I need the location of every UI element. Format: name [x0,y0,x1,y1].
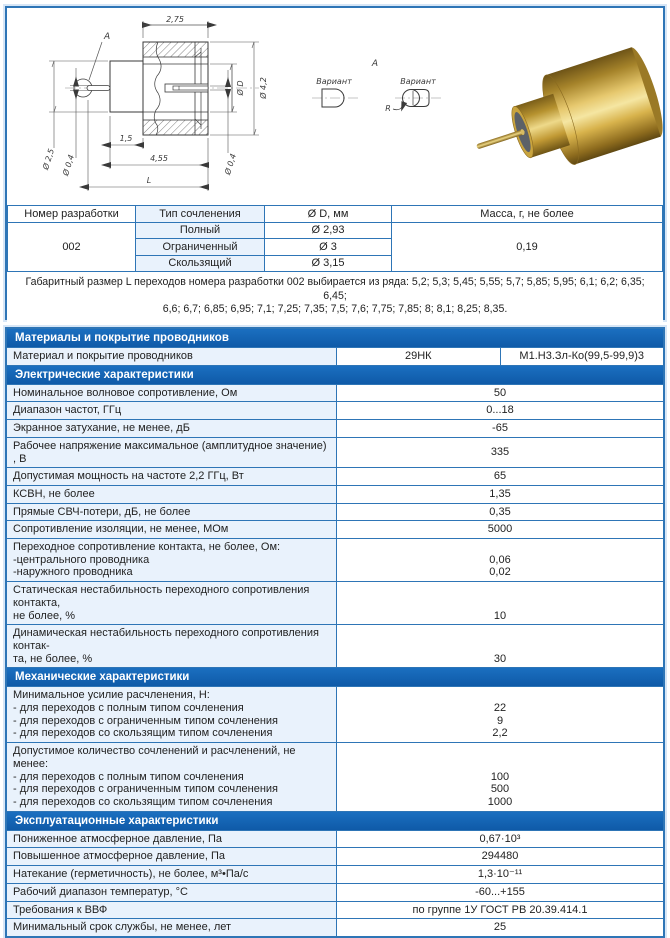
mass-cell: 0,19 [392,222,663,272]
joint-type-cell: Полный [136,222,265,239]
row-value: 65 [337,468,663,485]
diameter-cell: Ø 3 [265,239,392,256]
row-label: Минимальный срок службы, не менее, лет [7,919,337,936]
row-label [7,582,337,624]
dev-number-cell: 002 [8,222,136,272]
label-line: - для переходов с ограниченным типом сочленения [13,714,278,727]
row-label: Допустимая мощность на частоте 2,2 ГГц, Вт [7,468,337,485]
joint-type-cell: Скользящий [136,255,265,272]
value-line: 0,06 [489,553,511,566]
spec-header-diameter: Ø D, мм [265,206,392,223]
char-row-insertion-loss [7,504,663,522]
row-label: Пониженное атмосферное давление, Па [7,831,337,848]
row-label [7,743,337,811]
char-row-vswr [7,486,663,504]
variant-2-label: Вариант [400,77,436,86]
dim-l: L [146,176,152,185]
dim-15: 1,5 [119,134,133,143]
section-header-materials: Материалы и покрытие проводников [7,329,663,348]
engineering-drawing [7,8,663,205]
row-value: 50 [337,385,663,402]
char-row-max-voltage [7,438,663,468]
row-value: 0,67·10³ [337,831,663,848]
row-value [337,539,663,581]
callout-a-label: A [104,32,111,42]
variant-views [312,59,443,113]
row-value: 335 [337,438,663,467]
char-row-static-instability [7,582,663,625]
row-value: 294480 [337,848,663,865]
label-line: та, не более, % [13,652,93,665]
value-line: 1000 [487,795,513,808]
row-value [337,687,663,742]
row-label: Диапазон частот, ГГц [7,402,337,419]
value-line: 22 [493,702,507,715]
char-row-dynamic-instability [7,625,663,668]
spec-header-joint-type: Тип сочленения [136,206,265,223]
connector-drawing-svg [7,8,663,205]
row-label: Требования к ВВФ [7,902,337,919]
char-row-material [7,348,663,366]
diameter-cell: Ø 3,15 [265,255,392,272]
section-header-mechanical: Механические характеристики [7,668,663,687]
label-line: Динамическая нестабильность переходного сопротивления контак- [13,627,319,652]
label-line: Допустимое количество сочленений и расчленений, не менее: [13,745,296,770]
dim-455: 4,55 [150,154,168,163]
value-line: 2,2 [492,727,508,740]
value-line: 9 [496,714,504,727]
label-line: - для переходов со скользящим типом сочленения [13,795,273,808]
main-view [65,42,259,135]
row-value: 1,35 [337,486,663,503]
char-row-temperature-range [7,884,663,902]
note-line-1: Габаритный размер L переходов номера разработки 002 выбирается из ряда: 5,2; 5,3; 5,45; 5,55; 5,7; 5,85; 5,95; 6,1; 6,2; 6,35; 6,45; [25,276,645,302]
row-label: Номинальное волновое сопротивление, Ом [7,385,337,402]
top-block [5,6,665,320]
spec-header-mass: Масса, г, не более [392,206,663,223]
row-label: Рабочее напряжение максимальное (амплитудное значение) , В [7,438,337,467]
char-row-low-pressure [7,831,663,849]
radius-label: R [385,104,391,113]
section-header-operational: Эксплуатационные характеристики [7,812,663,831]
char-row-environment-requirements [7,902,663,920]
row-value: 5000 [337,521,663,538]
dim-d: Ø D [236,80,245,96]
value-line: 0,02 [489,566,511,579]
variant-1-label: Вариант [316,77,352,86]
label-line: - для переходов с полным типом сочленения [13,702,244,715]
row-label: Прямые СВЧ-потери, дБ, не более [7,504,337,521]
char-row-leak-rate [7,866,663,884]
dim-275: 2,75 [166,15,184,24]
value-line: 30 [493,652,507,665]
label-line: -наружного проводника [13,566,133,579]
char-row-frequency-range [7,402,663,420]
label-line: не более, % [13,609,75,622]
label-line: Минимальное усилие расчленения, Н: [13,689,210,702]
spec-row [8,222,663,239]
row-label: Сопротивление изоляции, не менее, МОм [7,521,337,538]
length-series-note [7,272,663,322]
row-value: 1,3·10⁻¹¹ [337,866,663,883]
row-label [7,687,337,742]
diameter-cell: Ø 2,93 [265,222,392,239]
char-row-max-power [7,468,663,486]
row-label: Материал и покрытие проводников [7,348,337,365]
row-label: Рабочий диапазон температур, °С [7,884,337,901]
spec-table [7,205,663,272]
label-line: - для переходов со скользящим типом сочленения [13,727,273,740]
char-row-high-pressure [7,848,663,866]
label-line: - для переходов с полным типом сочленения [13,770,244,783]
char-row-insulation-resistance [7,521,663,539]
value-line: 100 [490,770,510,783]
material-value: 29НК [337,348,501,365]
joint-type-cell: Ограниченный [136,239,265,256]
row-value: по группе 1У ГОСТ РВ 20.39.414.1 [337,902,663,919]
coating-value: М1.Н3.Зл-Ко(99,5-99,9)3 [501,348,664,365]
char-row-contact-resistance [7,539,663,582]
row-label: Натекание (герметичность), не более, м³•Па/с [7,866,337,883]
label-line: Переходное сопротивление контакта, не более, Ом: [13,541,281,554]
row-label: КСВН, не более [7,486,337,503]
view-a-label: A [371,59,379,69]
label-line: Статическая нестабильность переходного сопротивления контакта, [13,584,310,609]
note-line-2: 6,6; 6,7; 6,85; 6,95; 7,1; 7,25; 7,35; 7,5; 7,6; 7,75; 7,85; 8; 8,1; 8,25; 8,35. [162,303,508,315]
dim-04-left: Ø 0,4 [61,153,77,177]
row-value: 0,35 [337,504,663,521]
spec-header-dev-number: Номер разработки [8,206,136,223]
char-row-mating-cycles [7,743,663,812]
char-row-min-force [7,687,663,743]
row-value: 25 [337,919,663,936]
dim-42: Ø 4,2 [259,77,268,99]
connector-photo [462,44,663,191]
characteristics-block [5,327,665,938]
row-value: -65 [337,420,663,437]
value-line: 10 [493,609,507,622]
label-line: - для переходов с ограниченным типом сочленения [13,783,278,796]
char-row-shield-attenuation [7,420,663,438]
row-value [337,582,663,624]
value-line: 500 [490,783,510,796]
char-row-impedance [7,385,663,403]
char-row-service-life [7,919,663,936]
label-line: -центрального проводника [13,553,150,566]
row-label: Повышенное атмосферное давление, Па [7,848,337,865]
spec-header-row [8,206,663,223]
dim-25: Ø 2,5 [41,147,57,171]
row-label [7,625,337,667]
row-value [337,743,663,811]
dim-04-right: Ø 0,4 [223,152,239,176]
row-value: 0...18 [337,402,663,419]
row-value: -60...+155 [337,884,663,901]
row-label: Экранное затухание, не менее, дБ [7,420,337,437]
row-label [7,539,337,581]
row-value [337,625,663,667]
section-header-electrical: Электрические характеристики [7,366,663,385]
